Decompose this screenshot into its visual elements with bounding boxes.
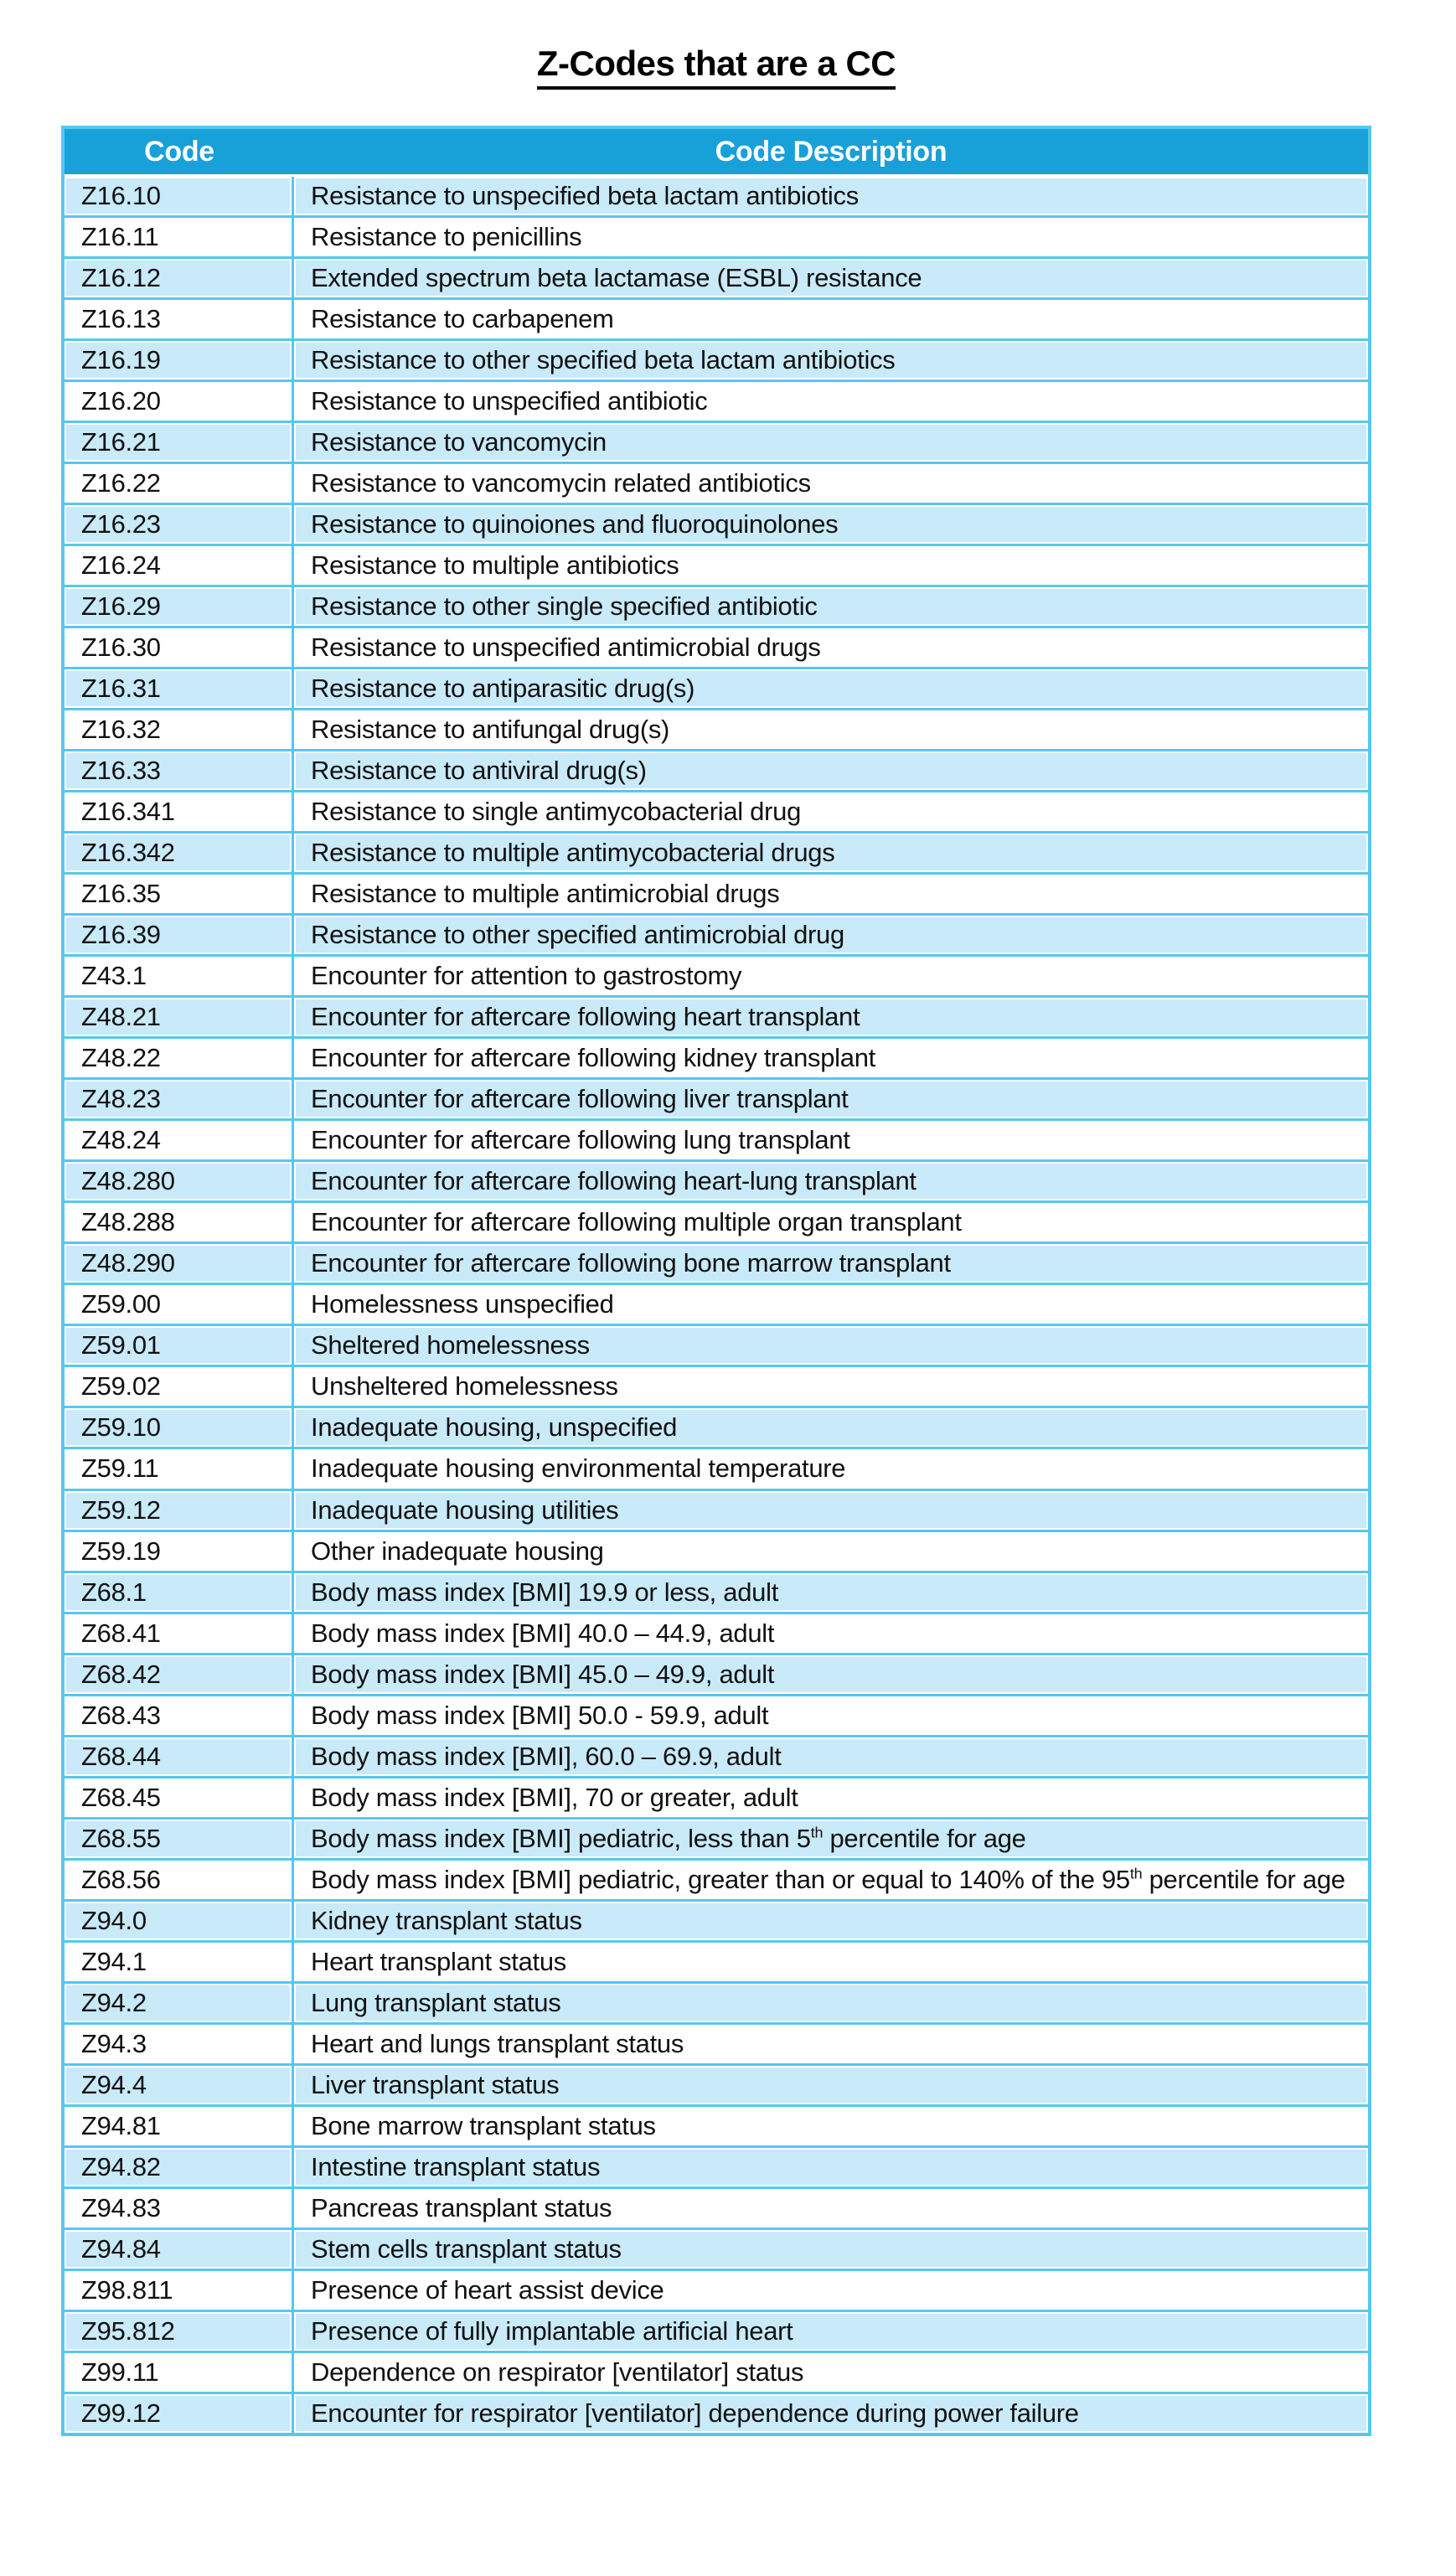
table-row — [65, 1039, 1368, 1080]
table-row — [65, 587, 1368, 628]
description-cell: Body mass index [BMI] 19.9 or less, adult — [294, 1573, 1368, 1614]
header-row — [65, 129, 1368, 177]
description-cell: Body mass index [BMI], 70 or greater, adult — [294, 1778, 1368, 1820]
description-cell: Body mass index [BMI] 40.0 – 44.9, adult — [294, 1614, 1368, 1655]
code-cell: Z59.10 — [65, 1408, 294, 1449]
table-row — [65, 2148, 1368, 2189]
code-cell: Z59.11 — [65, 1449, 294, 1490]
description-cell: Encounter for aftercare following heart-lung transplant — [294, 1162, 1368, 1203]
description-cell: Bone marrow transplant status — [294, 2107, 1368, 2148]
code-cell: Z98.811 — [65, 2271, 294, 2312]
code-cell: Z16.342 — [65, 834, 294, 875]
code-cell: Z68.42 — [65, 1655, 294, 1696]
code-cell: Z16.31 — [65, 669, 294, 710]
description-cell: Sheltered homelessness — [294, 1326, 1368, 1367]
description-cell: Resistance to vancomycin related antibiotics — [294, 464, 1368, 505]
description-cell: Inadequate housing environmental temperature — [294, 1449, 1368, 1490]
code-cell: Z16.22 — [65, 464, 294, 505]
table-row — [65, 2066, 1368, 2107]
description-cell: Resistance to unspecified beta lactam antibiotics — [294, 177, 1368, 218]
code-cell: Z59.19 — [65, 1532, 294, 1573]
table-row — [65, 2271, 1368, 2312]
description-cell: Resistance to other specified antimicrobial drug — [294, 916, 1368, 957]
code-cell: Z59.02 — [65, 1367, 294, 1408]
table-row — [65, 1943, 1368, 1984]
table-row — [65, 259, 1368, 300]
table-row — [65, 710, 1368, 751]
description-cell: Resistance to antiparasitic drug(s) — [294, 669, 1368, 710]
table-row — [65, 1080, 1368, 1121]
code-cell: Z48.22 — [65, 1039, 294, 1080]
description-cell: Body mass index [BMI] pediatric, less than 5th percentile for age — [294, 1820, 1368, 1861]
zcodes-table-container — [61, 126, 1371, 2436]
code-cell: Z94.4 — [65, 2066, 294, 2107]
table-row — [65, 751, 1368, 792]
description-cell: Resistance to multiple antimicrobial drugs — [294, 875, 1368, 916]
code-cell: Z59.00 — [65, 1285, 294, 1326]
description-cell: Body mass index [BMI] 45.0 – 49.9, adult — [294, 1655, 1368, 1696]
code-cell: Z16.33 — [65, 751, 294, 792]
page-title — [61, 44, 1371, 90]
table-row — [65, 2353, 1368, 2394]
table-body — [65, 177, 1368, 2433]
page-title-text: Z-Codes that are a CC — [537, 44, 896, 90]
description-cell: Body mass index [BMI] 50.0 - 59.9, adult — [294, 1696, 1368, 1737]
code-cell: Z16.23 — [65, 505, 294, 546]
description-column-header: Code Description — [294, 129, 1368, 177]
code-cell: Z94.84 — [65, 2230, 294, 2271]
description-cell: Encounter for aftercare following multiple organ transplant — [294, 1203, 1368, 1244]
table-row — [65, 628, 1368, 669]
code-cell: Z16.30 — [65, 628, 294, 669]
code-cell: Z68.1 — [65, 1573, 294, 1614]
description-cell: Resistance to penicillins — [294, 218, 1368, 259]
code-cell: Z48.23 — [65, 1080, 294, 1121]
table-row — [65, 2189, 1368, 2230]
table-row — [65, 1902, 1368, 1943]
description-cell: Encounter for aftercare following bone marrow transplant — [294, 1244, 1368, 1285]
code-cell: Z68.41 — [65, 1614, 294, 1655]
description-cell: Resistance to multiple antibiotics — [294, 546, 1368, 587]
description-cell: Homelessness unspecified — [294, 1285, 1368, 1326]
code-cell: Z48.21 — [65, 998, 294, 1039]
description-cell: Other inadequate housing — [294, 1532, 1368, 1573]
code-cell: Z16.13 — [65, 300, 294, 341]
table-row — [65, 505, 1368, 546]
table-row — [65, 1984, 1368, 2025]
table-row — [65, 1655, 1368, 1696]
code-cell: Z59.12 — [65, 1491, 294, 1532]
code-cell: Z95.812 — [65, 2312, 294, 2353]
table-row — [65, 1121, 1368, 1162]
code-cell: Z16.20 — [65, 382, 294, 423]
table-row — [65, 382, 1368, 423]
description-cell: Body mass index [BMI] pediatric, greater than or equal to 140% of the 95th percentile for age — [294, 1861, 1368, 1902]
code-cell: Z68.55 — [65, 1820, 294, 1861]
table-row — [65, 669, 1368, 710]
table-row — [65, 1861, 1368, 1902]
table-row — [65, 2394, 1368, 2433]
description-cell: Dependence on respirator [ventilator] status — [294, 2353, 1368, 2394]
description-cell: Resistance to other single specified antibiotic — [294, 587, 1368, 628]
table-row — [65, 1244, 1368, 1285]
description-cell: Resistance to multiple antimycobacterial drugs — [294, 834, 1368, 875]
description-cell: Encounter for aftercare following lung transplant — [294, 1121, 1368, 1162]
description-cell: Lung transplant status — [294, 1984, 1368, 2025]
code-cell: Z16.11 — [65, 218, 294, 259]
code-cell: Z16.35 — [65, 875, 294, 916]
table-row — [65, 546, 1368, 587]
code-cell: Z94.82 — [65, 2148, 294, 2189]
table-row — [65, 2312, 1368, 2353]
description-cell: Inadequate housing utilities — [294, 1491, 1368, 1532]
table-row — [65, 423, 1368, 464]
description-cell: Liver transplant status — [294, 2066, 1368, 2107]
code-cell: Z16.12 — [65, 259, 294, 300]
description-cell: Presence of fully implantable artificial heart — [294, 2312, 1368, 2353]
description-cell: Resistance to antiviral drug(s) — [294, 751, 1368, 792]
code-cell: Z16.21 — [65, 423, 294, 464]
code-cell: Z16.341 — [65, 792, 294, 834]
code-cell: Z94.3 — [65, 2025, 294, 2066]
code-cell: Z16.32 — [65, 710, 294, 751]
table-row — [65, 1408, 1368, 1449]
table-row — [65, 834, 1368, 875]
table-row — [65, 2025, 1368, 2066]
code-cell: Z94.81 — [65, 2107, 294, 2148]
table-row — [65, 177, 1368, 218]
code-cell: Z99.11 — [65, 2353, 294, 2394]
code-cell: Z94.2 — [65, 1984, 294, 2025]
description-cell: Body mass index [BMI], 60.0 – 69.9, adult — [294, 1737, 1368, 1778]
code-cell: Z16.10 — [65, 177, 294, 218]
description-cell: Stem cells transplant status — [294, 2230, 1368, 2271]
table-row — [65, 2107, 1368, 2148]
zcodes-table — [65, 129, 1368, 2433]
code-cell: Z43.1 — [65, 957, 294, 998]
description-cell: Resistance to vancomycin — [294, 423, 1368, 464]
description-cell: Encounter for aftercare following kidney transplant — [294, 1039, 1368, 1080]
table-row — [65, 916, 1368, 957]
description-cell: Encounter for aftercare following liver transplant — [294, 1080, 1368, 1121]
table-row — [65, 2230, 1368, 2271]
code-cell: Z94.83 — [65, 2189, 294, 2230]
table-row — [65, 341, 1368, 382]
code-column-header: Code — [65, 129, 294, 177]
table-row — [65, 1203, 1368, 1244]
code-cell: Z16.39 — [65, 916, 294, 957]
table-row — [65, 1367, 1368, 1408]
table-row — [65, 957, 1368, 998]
description-cell: Pancreas transplant status — [294, 2189, 1368, 2230]
code-cell: Z68.44 — [65, 1737, 294, 1778]
description-cell: Kidney transplant status — [294, 1902, 1368, 1943]
description-cell: Resistance to single antimycobacterial drug — [294, 792, 1368, 834]
description-cell: Unsheltered homelessness — [294, 1367, 1368, 1408]
table-row — [65, 998, 1368, 1039]
table-row — [65, 875, 1368, 916]
table-row — [65, 1162, 1368, 1203]
code-cell: Z48.24 — [65, 1121, 294, 1162]
description-cell: Inadequate housing, unspecified — [294, 1408, 1368, 1449]
description-cell: Resistance to carbapenem — [294, 300, 1368, 341]
code-cell: Z94.0 — [65, 1902, 294, 1943]
table-row — [65, 464, 1368, 505]
table-row — [65, 1449, 1368, 1490]
code-cell: Z94.1 — [65, 1943, 294, 1984]
code-cell: Z48.290 — [65, 1244, 294, 1285]
description-cell: Extended spectrum beta lactamase (ESBL) resistance — [294, 259, 1368, 300]
table-row — [65, 1696, 1368, 1737]
table-row — [65, 1491, 1368, 1532]
table-row — [65, 1326, 1368, 1367]
table-row — [65, 1737, 1368, 1778]
code-cell: Z99.12 — [65, 2394, 294, 2433]
description-cell: Encounter for attention to gastrostomy — [294, 957, 1368, 998]
table-row — [65, 1778, 1368, 1820]
code-cell: Z16.24 — [65, 546, 294, 587]
table-row — [65, 1532, 1368, 1573]
description-cell: Encounter for respirator [ventilator] dependence during power failure — [294, 2394, 1368, 2433]
description-cell: Resistance to other specified beta lactam antibiotics — [294, 341, 1368, 382]
code-cell: Z48.280 — [65, 1162, 294, 1203]
ordinal-superscript: th — [810, 1824, 824, 1841]
code-cell: Z16.29 — [65, 587, 294, 628]
table-row — [65, 300, 1368, 341]
code-cell: Z68.43 — [65, 1696, 294, 1737]
description-cell: Resistance to antifungal drug(s) — [294, 710, 1368, 751]
table-row — [65, 1820, 1368, 1861]
description-cell: Presence of heart assist device — [294, 2271, 1368, 2312]
description-cell: Resistance to unspecified antibiotic — [294, 382, 1368, 423]
code-cell: Z68.56 — [65, 1861, 294, 1902]
table-row — [65, 218, 1368, 259]
table-row — [65, 1573, 1368, 1614]
description-cell: Resistance to unspecified antimicrobial drugs — [294, 628, 1368, 669]
description-cell: Intestine transplant status — [294, 2148, 1368, 2189]
table-row — [65, 1285, 1368, 1326]
description-cell: Encounter for aftercare following heart transplant — [294, 998, 1368, 1039]
description-cell: Heart and lungs transplant status — [294, 2025, 1368, 2066]
code-cell: Z68.45 — [65, 1778, 294, 1820]
code-cell: Z59.01 — [65, 1326, 294, 1367]
description-cell: Resistance to quinoiones and fluoroquinolones — [294, 505, 1368, 546]
code-cell: Z16.19 — [65, 341, 294, 382]
code-cell: Z48.288 — [65, 1203, 294, 1244]
table-row — [65, 792, 1368, 834]
ordinal-superscript: th — [1129, 1865, 1143, 1882]
description-cell: Heart transplant status — [294, 1943, 1368, 1984]
table-row — [65, 1614, 1368, 1655]
